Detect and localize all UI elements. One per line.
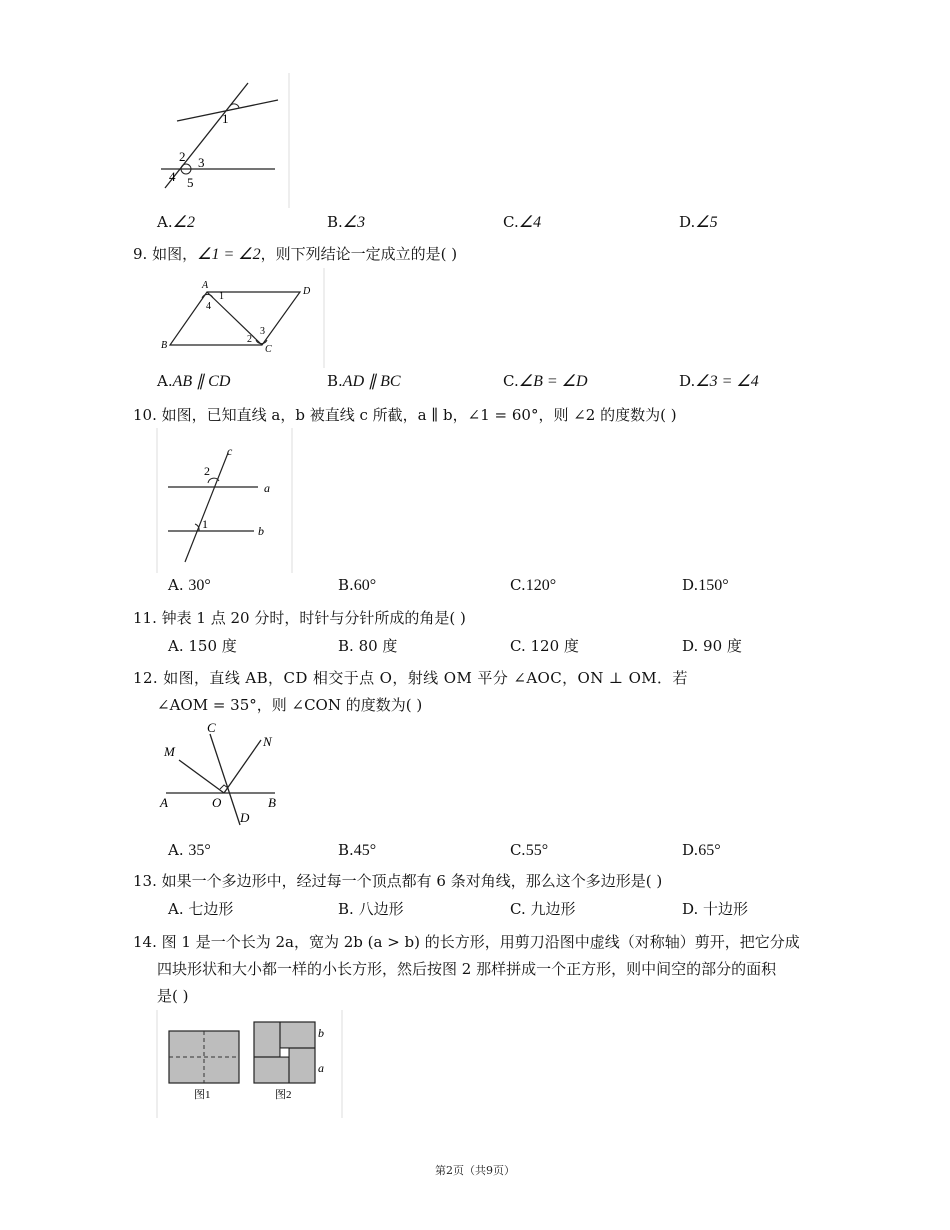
q9-label-1: 1 [219,291,224,302]
q12-figure [158,718,283,828]
q8-label-4: 4 [169,169,176,184]
q9-label-A: A [202,280,209,291]
q14-label-fig2: 图2 [275,1089,292,1101]
q9-option-c: C.∠B = ∠D [503,372,588,390]
q11-option-c: C. 120 度 [510,637,579,655]
q9-option-d: D.∠3 = ∠4 [679,372,759,390]
q9-label-B: B [161,340,168,351]
q14-label-fig1: 图1 [194,1089,211,1101]
q13-option-b: B. 八边形 [338,900,404,918]
q11-question: 11. 钟表 1 点 20 分时，时针与分针所成的角是( ) [133,609,466,627]
q13-question: 13. 如果一个多边形中，经过每一个顶点都有 6 条对角线，那么这个多边形是( ) [133,872,663,890]
q11-option-a: A. 150 度 [168,637,237,655]
q13-option-d: D. 十边形 [682,900,749,918]
q10-label-c: c [227,444,233,458]
q12-label-D: D [240,810,250,825]
page-footer: 第2页（共9页） [435,1164,515,1177]
q9-label-3: 3 [260,326,265,337]
q14-label-a: a [318,1061,324,1075]
q14-question-line3: 是( ) [157,987,189,1005]
q12-label-B: B [268,795,276,810]
q12-question-line1: 12. 如图，直线 AB，CD 相交于点 O，射线 OM 平分 ∠AOC，ON ⊥ OM．若 [133,669,688,687]
q11-option-b: B. 80 度 [338,637,398,655]
q9-option-a: A.AB ∥ CD [157,372,231,390]
q8-option-d: D.∠5 [679,213,718,231]
q12-label-O: O [212,795,222,810]
q12-label-N: N [263,734,272,749]
q12-question-line2: ∠AOM = 35°，则 ∠CON 的度数为( ) [157,696,423,714]
q12-option-b: B.45° [338,841,377,859]
q8-option-a: A.∠2 [157,213,195,231]
q9-option-b: B.AD ∥ BC [327,372,401,390]
q10-option-c: C.120° [510,576,557,594]
q9-question: 9. 如图，∠1 = ∠2，则下列结论一定成立的是( ) [133,245,458,263]
q13-option-a: A. 七边形 [168,900,234,918]
q9-label-C: C [265,344,272,355]
q14-figure [155,1010,345,1120]
q10-label-a: a [264,481,270,495]
q12-option-c: C.55° [510,841,549,859]
q14-question-line2: 四块形状和大小都一样的小长方形，然后按图 2 那样拼成一个正方形，则中间空的部分的面积 [157,960,777,978]
q14-question-line1: 14. 图 1 是一个长为 2a，宽为 2b (a > b) 的长方形，用剪刀沿图中虚线（对称轴）剪开，把它分成 [133,933,800,951]
q10-question: 10. 如图，已知直线 a，b 被直线 c 所截，a ∥ b，∠1 = 60°，则 ∠2 的度数为( ) [133,406,677,424]
q8-option-c: C.∠4 [503,213,542,231]
q10-option-b: B.60° [338,576,377,594]
q12-label-M: M [164,744,175,759]
q8-label-5: 5 [187,175,194,190]
q8-label-3: 3 [198,155,205,170]
q12-option-d: D.65° [682,841,721,859]
q10-option-a: A. 30° [168,576,211,594]
q8-figure [150,73,290,208]
q8-label-2: 2 [179,149,186,164]
q10-option-d: D.150° [682,576,729,594]
q9-figure [150,268,325,368]
q12-label-A: A [160,795,168,810]
q9-label-2: 2 [247,334,252,345]
q13-option-c: C. 九边形 [510,900,576,918]
q10-label-b: b [258,524,264,538]
q10-label-1: 1 [202,517,208,531]
q8-label-1: 1 [222,111,229,126]
q12-option-a: A. 35° [168,841,211,859]
q14-label-b: b [318,1026,324,1040]
q9-label-4: 4 [206,301,211,312]
q11-option-d: D. 90 度 [682,637,742,655]
q10-label-2: 2 [204,464,210,478]
q12-label-C: C [207,720,216,735]
q10-figure [155,428,295,573]
q9-label-D: D [303,286,311,297]
q8-option-b: B.∠3 [327,213,366,231]
